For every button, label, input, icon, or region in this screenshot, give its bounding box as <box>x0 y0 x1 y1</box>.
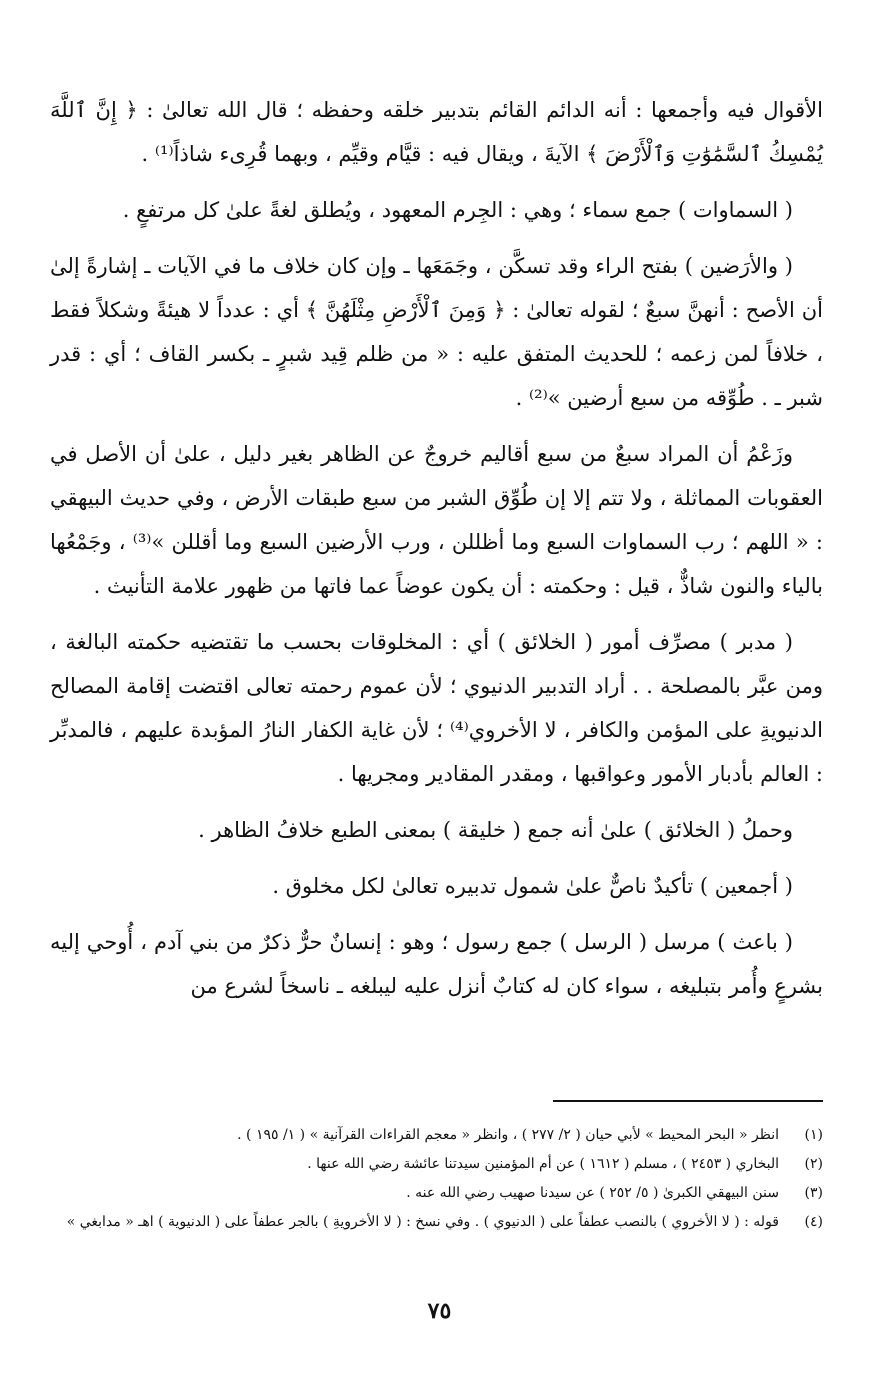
footnote-item <box>52 1150 823 1179</box>
footnote-number: (٢) <box>804 1156 823 1172</box>
paragraph-samawat: ( السماوات ) جمع سماء ؛ وهي : الجِرم المعهود ، ويُطلق لغةً علىٰ كل مرتفعٍ . <box>122 198 793 222</box>
footnote-text: قوله : ( لا الأخروي ) بالنصب عطفاً على ( الدنيوي ) . وفي نسخ : ( لا الأخرويةِ ) بالجر عطفاً على ( الدنيوية ) اهـ « مدابغي » <box>66 1214 779 1230</box>
paragraph-khalaiq: وحملُ ( الخلائق ) علىٰ أنه جمع ( خليقة ) بمعنى الطبع خلافُ الظاهر . <box>198 818 793 842</box>
paragraph-seven-regions: وزَعْمُ أن المراد سبعٌ من سبع أقاليم خروجٌ عن الظاهر بغير دليل ، علىٰ أن الأصل في العقوبات المماثلة ، ولا تتم إلا إن طُوِّق الشبر من سبع طبقات الأرض ، وفي حديث البيهقي : « اللهم ؛ رب السماوات السبع وما أظللن ، ورب الأرضين السبع وما أقللن »⁽³⁾ ، وجَمْعُها بالياء والنون شاذٌّ ، قيل : وحكمته : أن يكون عوضاً عما فاتها من ظهور علامة التأنيث . <box>50 442 823 598</box>
footnotes-section <box>52 1121 823 1237</box>
paragraph-baith: ( باعث ) مرسل ( الرسل ) جمع رسول ؛ وهو : إنسانٌ حرٌّ ذكرٌ من بني آدم ، أُوحي إليه بشرعٍ وأُمر بتبليغه ، سواء كان له كتابٌ أنزل عليه ليبلغه ـ ناسخاً لشرع من <box>50 930 823 998</box>
footnote-number: (٤) <box>804 1214 823 1230</box>
footnote-number: (٣) <box>804 1185 823 1201</box>
footnote-divider <box>553 1100 823 1102</box>
footnote-item <box>52 1121 823 1150</box>
paragraph-ajmaein: ( أجمعين ) تأكيدٌ ناصٌّ علىٰ شمول تدبيره تعالىٰ لكل مخلوق . <box>272 874 793 898</box>
footnote-text: سنن البيهقي الكبرىٰ ( ٥/ ٢٥٢ ) عن سيدنا صهيب رضي الله عنه . <box>406 1185 779 1201</box>
footnote-text: انظر « البحر المحيط » لأبي حيان ( ٢/ ٢٧٧ ) ، وانظر « معجم القراءات القرآنية » ( ١/ ١٩٥ ) . <box>237 1127 779 1143</box>
footnote-text: البخاري ( ٢٤٥٣ ) ، مسلم ( ١٦١٢ ) عن أم المؤمنين سيدتنا عائشة رضي الله عنها . <box>307 1156 779 1172</box>
paragraph-qayyum: الأقوال فيه وأجمعها : أنه الدائم القائم بتدبير خلقه وحفظه ؛ قال الله تعالىٰ : ﴿ إِنَّ ٱللَّهَ يُمْسِكُ ٱلسَّمَٰوَٰتِ وَٱلْأَرْضَ ﴾ الآيةَ ، ويقال فيه : قيَّام وقيِّم ، وبهما قُرِىء شاذاً⁽¹⁾ . <box>50 98 823 166</box>
paragraph-aradin: ( والأرَضين ) بفتح الراء وقد تسكَّن ، وجَمَعَها ـ وإن كان خلاف ما في الآيات ـ إشارةً إلىٰ أن الأصح : أنهنَّ سبعٌ ؛ لقوله تعالىٰ : ﴿ وَمِنَ ٱلْأَرْضِ مِثْلَهُنَّ ﴾ أي : عدداً لا هيئةً وشكلاً فقط ، خلافاً لمن زعمه ؛ للحديث المتفق عليه : « من ظلم قِيد شبرٍ ـ بكسر القاف ؛ أي : قدر شبر ـ . طُوِّقه من سبع أرضين »⁽²⁾ . <box>50 254 823 410</box>
page-number: ٧٥ <box>427 1298 452 1324</box>
footnote-item <box>52 1179 823 1208</box>
footnote-number: (١) <box>804 1127 823 1143</box>
footnote-item <box>52 1208 823 1237</box>
paragraph-mudabbir: ( مدبر ) مصرِّف أمور ( الخلائق ) أي : المخلوقات بحسب ما تقتضيه حكمته البالغة ، ومن عبَّر بالمصلحة . . أراد التدبير الدنيوي ؛ لأن عموم رحمته تعالى اقتضت إقامة المصالح الدنيويةِ على المؤمن والكافر ، لا الأخروي⁽⁴⁾ ؛ لأن غاية الكفار النارُ المؤبدة عليهم ، فالمدبِّر : العالم بأدبار الأمور وعواقبها ، ومقدر المقادير ومجريها . <box>50 630 824 786</box>
